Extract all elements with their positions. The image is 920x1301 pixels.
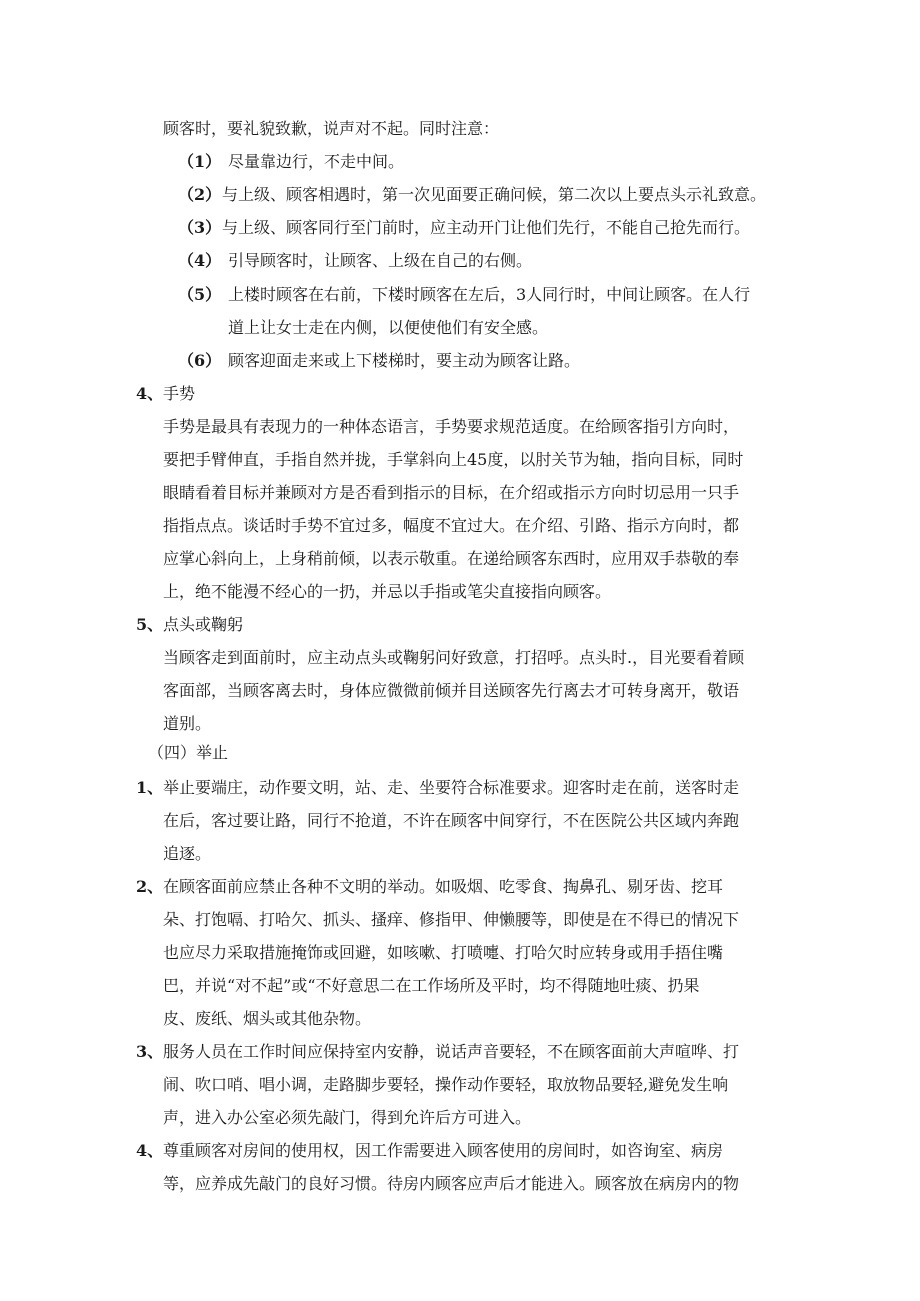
paragraph-line: 当顾客走到面前时，应主动点头或鞠躬问好致意，打招呼。点头时.，目光要看着顾 (163, 648, 745, 667)
section-number: 5、 (136, 615, 164, 634)
paragraph-line: 声，进入办公室必须先敲门，得到允许后方可进入。 (163, 1108, 532, 1127)
item-text: 上楼时顾客在右前，下楼时顾客在左后，3人同行时，中间让顾客。在人行 (228, 285, 751, 304)
item-number: （3） (178, 218, 222, 237)
paragraph-line: 在后，客过要让路，同行不抢道，不许在顾客中间穿行，不在医院公共区域内奔跑 (163, 811, 740, 830)
item-text: 道上让女士走在内侧，以便使他们有安全感。 (228, 318, 549, 337)
item-number: （4） (178, 251, 222, 270)
item-number: 1、 (136, 778, 164, 797)
paragraph-line: 皮、废纸、烟头或其他杂物。 (163, 1009, 372, 1028)
section-heading: （四）举止 (148, 743, 229, 762)
paragraph-line: 朵、打饱嗝、打哈欠、抓头、搔痒、修指甲、伸懒腰等，即使是在不得已的情况下 (163, 910, 740, 929)
paragraph-line: 在顾客面前应禁止各种不文明的举动。如吸烟、吃零食、掏鼻孔、剔牙齿、挖耳 (163, 877, 724, 896)
paragraph-line: 道别。 (163, 714, 212, 733)
item-text: 顾客迎面走来或上下楼梯时，要主动为顾客让路。 (228, 351, 581, 370)
paragraph-line: 也应尽力采取措施掩饰或回避，如咳嗽、打喷嚏、打哈欠时应转身或用手捂住嘴 (163, 943, 724, 962)
intro-line: 顾客时，要礼貌致歉，说声对不起。同时注意： (163, 119, 500, 138)
item-text: 与上级、顾客同行至门前时，应主动开门让他们先行，不能自己抢先而行。 (222, 218, 751, 237)
item-text: 引导顾客时，让顾客、上级在自己的右侧。 (228, 251, 533, 270)
paragraph-line: 要把手臂伸直，手指自然并拢，手掌斜向上45度，以肘关节为轴，指向目标，同时 (163, 450, 744, 469)
paragraph-line: 尊重顾客对房间的使用权，因工作需要进入顾客使用的房间时，如咨询室、病房 (163, 1141, 724, 1160)
item-number: 3、 (136, 1042, 164, 1061)
paragraph-line: 巴，并说“对不起”或“不好意思二在工作场所及平时，均不得随地吐痰、扔果 (163, 976, 700, 995)
section-title: 手势 (163, 384, 196, 403)
paragraph-line: 等，应养成先敲门的良好习惯。待房内顾客应声后才能进入。顾客放在病房内的物 (163, 1174, 740, 1193)
item-number: （5） (178, 285, 222, 304)
paragraph-line: 应掌心斜向上，上身稍前倾，以表示敬重。在递给顾客东西时，应用双手恭敬的奉 (163, 549, 740, 568)
paragraph-line: 服务人员在工作时间应保持室内安静，说话声音要轻，不在顾客面前大声喧哗、打 (163, 1042, 740, 1061)
item-number: 2、 (136, 877, 164, 896)
item-number: 4、 (136, 1141, 164, 1160)
paragraph-line: 手势是最具有表现力的一种体态语言，手势要求规范适度。在给顾客指引方向时， (163, 417, 740, 436)
paragraph-line: 闹、吹口哨、唱小调，走路脚步要轻，操作动作要轻，取放物品要轻,避免发生响 (163, 1075, 729, 1094)
paragraph-line: 客面部，当顾客离去时，身体应微微前倾并目送顾客先行离去才可转身离开，敬语 (163, 681, 740, 700)
paragraph-line: 追逐。 (163, 844, 212, 863)
paragraph-line: 眼睛看着目标并兼顾对方是否看到指示的目标，在介绍或指示方向时切忌用一只手 (163, 483, 740, 502)
item-text: 尽量靠边行，不走中间。 (228, 152, 405, 171)
paragraph-line: 举止要端庄，动作要文明，站、走、坐要符合标准要求。迎客时走在前，送客时走 (163, 778, 740, 797)
paragraph-line: 上，绝不能漫不经心的一扔，并忌以手指或笔尖直接指向顾客。 (163, 582, 612, 601)
item-number: （2） (178, 185, 222, 204)
section-number: 4、 (136, 384, 164, 403)
item-text: 与上级、顾客相遇时，第一次见面要正确问候，第二次以上要点头示礼致意。 (222, 185, 767, 204)
section-title: 点头或鞠躬 (163, 615, 244, 634)
item-number: （6） (178, 351, 222, 370)
item-number: （1） (178, 152, 222, 171)
paragraph-line: 指指点点。谈话时手势不宜过多，幅度不宜过大。在介绍、引路、指示方向时，都 (163, 516, 740, 535)
